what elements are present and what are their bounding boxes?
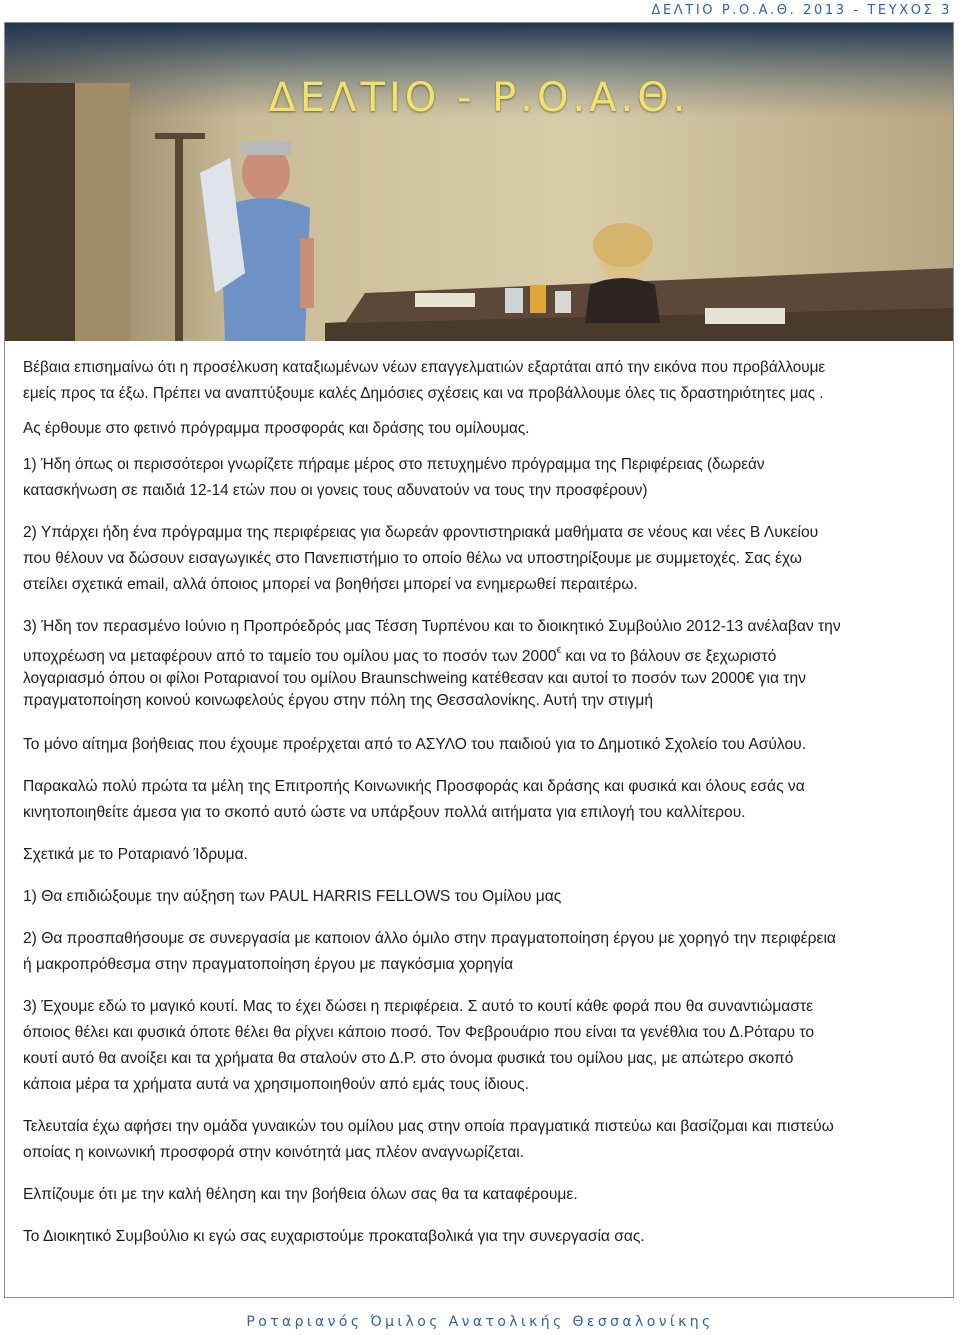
body-line: Βέβαια επισημαίνω ότι η προσέλκυση καταξιωμένων νέων επαγγελματιών εξαρτάται από την εικόνα που προβάλλουμε [23,359,826,376]
banner-title: ΔΕΛΤΙΟ - Ρ.Ο.Α.Θ. [268,75,690,121]
body-line: κουτί αυτό θα ανοίξει και τα χρήματα θα σταλούν στο Δ.Ρ. στο όνομα φυσικά του ομίλου μας, με απώτερο σκοπό [23,1050,794,1067]
body-line: 1) Ήδη όπως οι περισσότεροι γνωρίζετε πήραμε μέρος στο πετυχημένο πρόγραμμα της Περιφέρειας (δωρεάν [23,456,765,473]
euro-superscript: € [556,646,562,655]
body-line: Παρακαλώ πολύ πρώτα τα μέλη της Επιτροπής Κοινωνικής Προσφοράς και δράσης και φυσικά και όλους εσάς να [23,778,805,795]
body-line: 3) Έχουμε εδώ το μαγικό κουτί. Μας το έχει δώσει η περιφέρεια. Σ αυτό το κουτί κάθε φορά που θα συναντιώμαστε [23,998,814,1015]
body-line: κινητοποιηθείτε άμεσα για το σκοπό αυτό ώστε να υπάρξουν πολλά αιτήματα για επιλογή του καλλίτερου. [23,804,746,821]
body-line: 2) Υπάρχει ήδη ένα πρόγραμμα της περιφέρειας για δωρεάν φροντιστηριακά μαθήματα σε νέους και νέες Β Λυκείου [23,524,819,541]
body-line: όποιος θέλει και φυσικά όποτε θέλει θα ρίχνει κάποιο ποσό. Τον Φεβρουάριο που είναι τα γενέθλια του Δ.Ρόταρυ το [23,1024,815,1041]
body-line: Ελπίζουμε ότι με την καλή θέληση και την βοήθεια όλων σας θα τα καταφέρουμε. [23,1186,578,1203]
footer-club-name: Ροταριανός Όμιλος Ανατολικής Θεσσαλονίκης [246,1314,714,1330]
body-line-part: υποχρέωση να μεταφέρουν από το ταμείο του ομίλου μας το ποσόν των 2000 [23,648,557,666]
body-line: 2) Θα προσπαθήσουμε σε συνεργασία με καποιον άλλο όμιλο στην πραγματοποίηση έργου με χορηγό την περιφέρεια [23,930,836,947]
body-line: Το μόνο αίτημα βοήθειας που έχουμε προέρχεται από το ΑΣΥΛΟ του παιδιού για το Δημοτικό Σχολείο του Ασύλου. [23,736,807,753]
closing-line: Το Διοικητικό Συμβούλιο κι εγώ σας ευχαριστούμε προκαταβολικά για την συνεργασία σας. [23,1228,645,1245]
body-line: που θέλουν να δώσουν εισαγωγικές στο Πανεπιστήμιο το οποίο θέλω να υποστηρίξουμε με συμμετοχές. Σας έχω [23,550,802,567]
body-line: πραγματοποίηση κοινού κοινωφελούς έργου στην πόλη της Θεσσαλονίκης. Αυτή την στιγμή [23,692,654,709]
issue-header [0,0,960,22]
body-line: Ας έρθουμε στο φετινό πρόγραμμα προσφοράς και δράσης του ομίλουμας. [23,420,530,437]
body-line-part: και να το βάλουν σε ξεχωριστό [561,648,777,666]
banner-photo [5,23,953,341]
section-heading: Σχετικά με το Ροταριανό Ίδρυμα. [23,846,248,863]
photo-people-at-table-icon [5,23,953,341]
body-line: ή μακροπρόθεσμα στην πραγματοποίηση έργου με παγκόσμια χορηγία [23,956,514,973]
body-line: οποίας η κοινωνική προσφορά στην κοινότητά μας πλέον αναγνωρίζεται. [23,1144,525,1161]
body-line: Τελευταία έχω αφήσει την ομάδα γυναικών του ομίλου μας στην οποία πραγματικά πιστεύω και βασίζομαι και πιστεύω [23,1118,834,1135]
body-line: στείλει σχετικά email, αλλά όποιος μπορεί να βοηθήσει μπορεί να ενημερωθεί περαιτέρω. [23,576,638,593]
body-line: εμείς προς τα έξω. Πρέπει να αναπτύξουμε καλές Δημόσιες σχέσεις και να προβάλλουμε όλες τις δραστηριότητες μας . [23,385,824,402]
body-line: κατασκήνωση σε παιδιά 12-14 ετών που οι γονεις τους αδυνατούν να τους την προσφέρουν) [23,482,648,499]
body-line: λογαριασμό όπου οι φίλοι Ροταριανοί του ομίλου Braunschweing κατέθεσαν και αυτοί το ποσόν των 2000€ για την [23,670,806,687]
body-line: 3) Ήδη τον περασμένο Ιούνιο η Προπρόεδρός μας Τέσση Τυρπένου και το διοικητικό Συμβούλιο 2012-13 ανέλαβαν την [23,618,841,635]
body-line: 1) Θα επιδιώξουμε την αύξηση των PAUL HARRIS FELLOWS του Ομίλου μας [23,888,562,905]
body-line: κάποια μέρα τα χρήματα αυτά να χρησιμοποιηθούν από εμάς τους ίδιους. [23,1076,529,1093]
issue-line: ΔΕΛΤΙΟ Ρ.Ο.Α.Θ. 2013 - ΤΕΥΧΟΣ 3 [651,3,952,18]
